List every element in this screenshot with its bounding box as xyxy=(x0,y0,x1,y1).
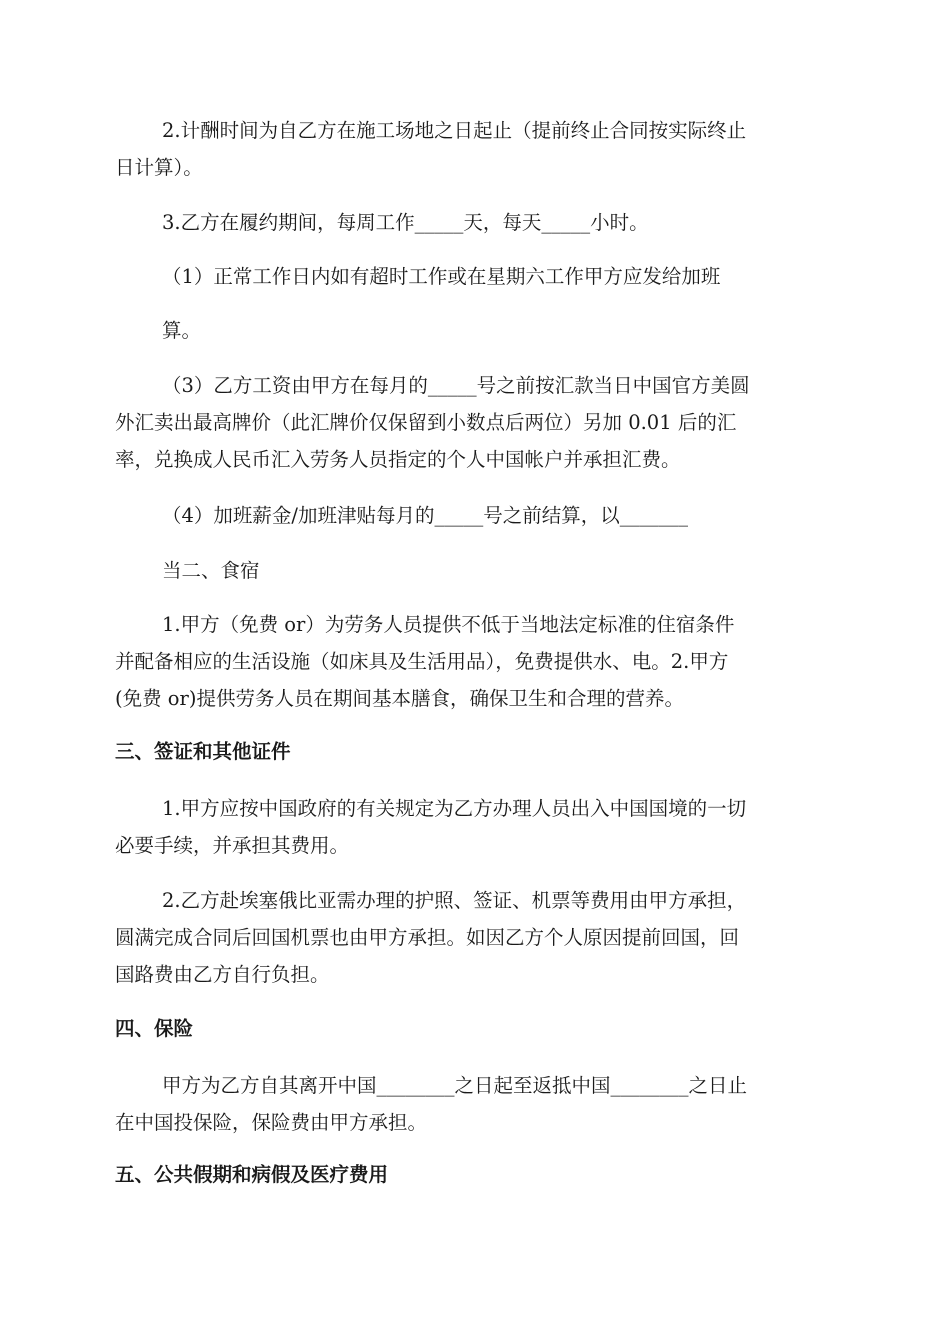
text-line: 圆满完成合同后回国机票也由甲方承担。如因乙方个人原因提前回国，回 xyxy=(115,926,740,949)
paragraph-accommodation-cont xyxy=(115,643,835,717)
item-overtime xyxy=(162,258,882,295)
text-line: （4）加班薪金/加班津贴每月的_____号之前结算，以_______ xyxy=(162,504,688,527)
text-line: （3）乙方工资由甲方在每月的_____号之前按汇款当日中国官方美圆 xyxy=(162,374,750,397)
paragraph-pay-period xyxy=(115,112,882,149)
paragraph-visa-2-cont xyxy=(115,919,835,993)
text-line: 率，兑换成人民币汇入劳务人员指定的个人中国帐户并承担汇费。 xyxy=(115,448,681,471)
text-line: 3.乙方在履约期间，每周工作_____天，每天_____小时。 xyxy=(162,211,649,234)
text-line: 算。 xyxy=(162,319,202,342)
text-line: 当二、食宿 xyxy=(162,559,260,582)
section-2-title xyxy=(115,552,882,589)
text-line: （1）正常工作日内如有超时工作或在星期六工作甲方应发给加班 xyxy=(162,265,721,288)
text-line: 日计算）。 xyxy=(115,156,203,179)
text-line: 甲方为乙方自其离开中国________之日起至返抵中国________之日止 xyxy=(162,1074,748,1097)
item-salary-cont xyxy=(115,404,835,478)
paragraph-working-hours xyxy=(115,204,882,241)
text-line: (免费 or)提供劳务人员在期间基本膳食，确保卫生和合理的营养。 xyxy=(115,687,684,710)
paragraph-insurance xyxy=(115,1067,882,1104)
text-line: 2.计酬时间为自乙方在施工场地之日起止（提前终止合同按实际终止 xyxy=(162,119,747,142)
paragraph-pay-period-cont xyxy=(115,149,835,186)
section-5-heading: 五、公共假期和病假及医疗费用 xyxy=(115,1163,389,1186)
item-overtime-pay xyxy=(162,497,882,534)
text-line: 并配备相应的生活设施（如床具及生活用品），免费提供水、电。2.甲方 xyxy=(115,650,729,673)
paragraph-visa-1 xyxy=(115,790,882,827)
text-line: 1.甲方应按中国政府的有关规定为乙方办理人员出入中国国境的一切 xyxy=(162,797,747,820)
text-line: 外汇卖出最高牌价（此汇牌价仅保留到小数点后两位）另加 0.01 后的汇 xyxy=(115,411,737,434)
section-4-heading: 四、保险 xyxy=(115,1017,194,1040)
text-line: 1.甲方（免费 or）为劳务人员提供不低于当地法定标准的住宿条件 xyxy=(162,613,735,636)
item-salary xyxy=(162,367,882,404)
paragraph-insurance-cont xyxy=(115,1104,835,1141)
paragraph-visa-2 xyxy=(115,882,882,919)
text-line: 国路费由乙方自行负担。 xyxy=(115,963,330,986)
text-line: 2.乙方赴埃塞俄比亚需办理的护照、签证、机票等费用由甲方承担， xyxy=(162,889,747,912)
section-3-heading: 三、签证和其他证件 xyxy=(115,740,291,763)
paragraph-visa-1-cont xyxy=(115,827,835,864)
text-line: 在中国投保险，保险费由甲方承担。 xyxy=(115,1111,428,1134)
paragraph-accommodation xyxy=(115,606,882,643)
text-line: 必要手续，并承担其费用。 xyxy=(115,834,350,857)
item-overtime-cont xyxy=(115,312,882,349)
